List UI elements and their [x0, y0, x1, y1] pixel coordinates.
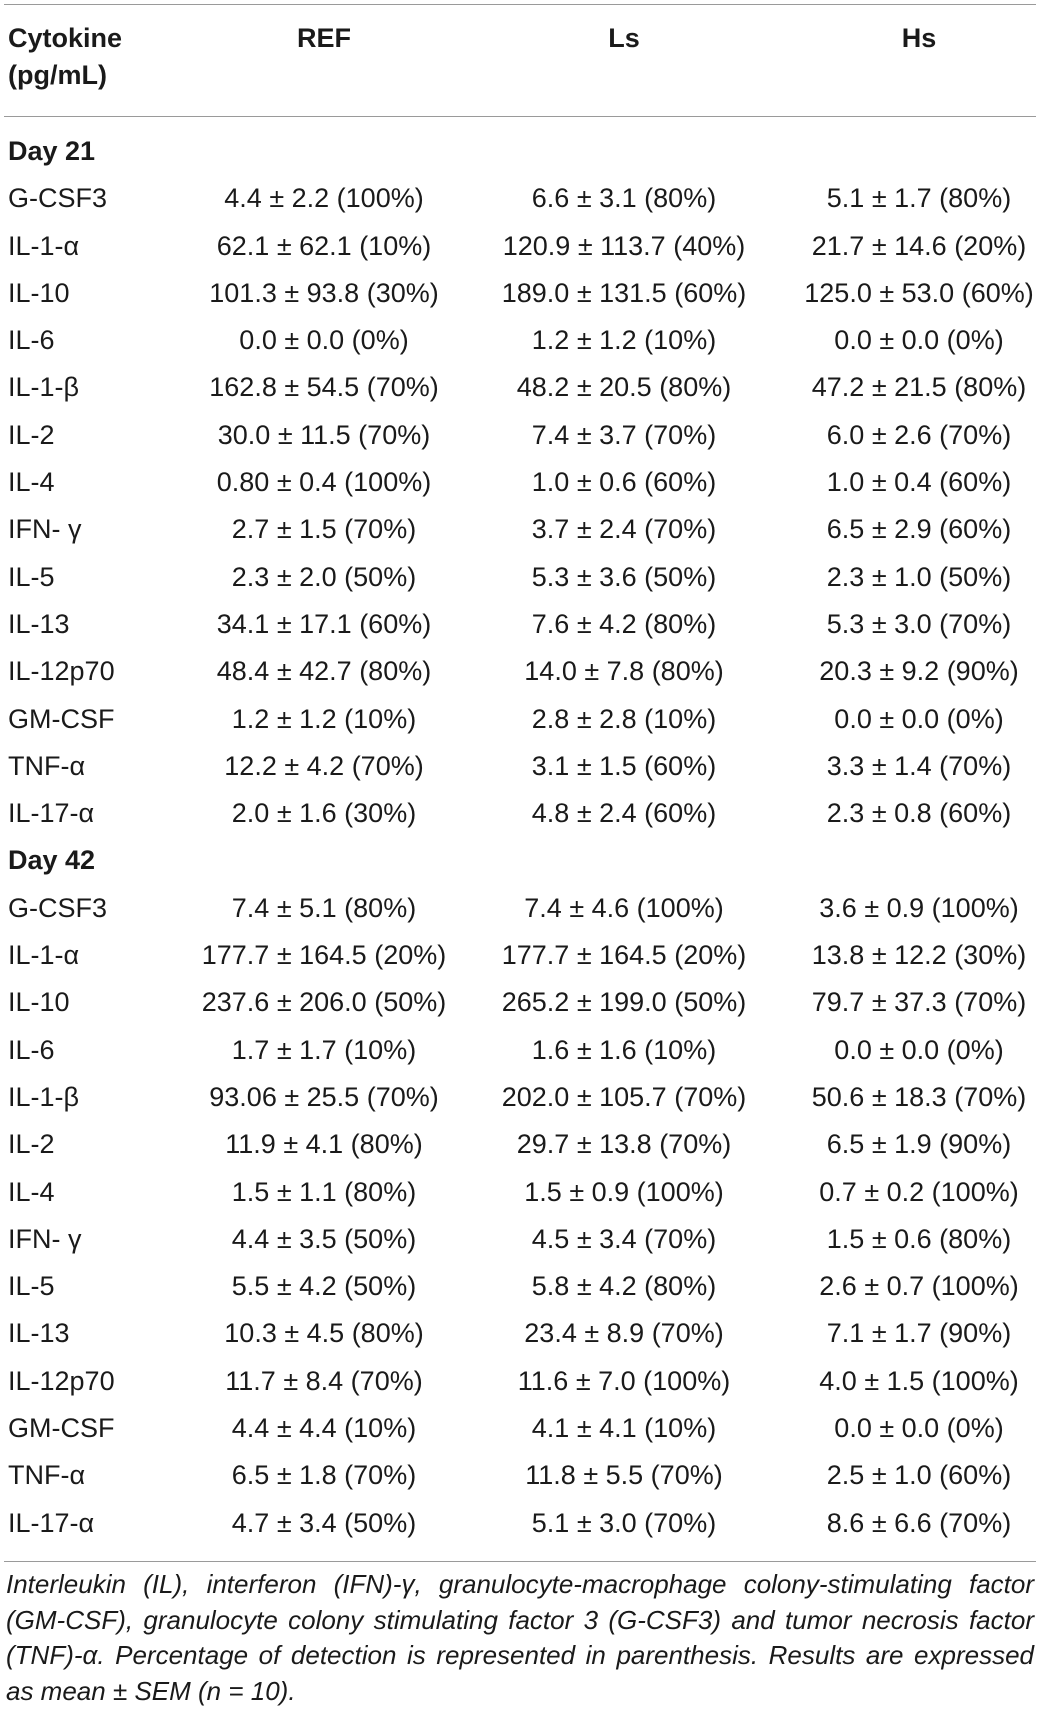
cytokine-name-cell: IL-10: [8, 277, 70, 308]
cytokine-name-cell: IL-13: [8, 608, 70, 639]
hs-value-cell: 2.3 ± 0.8 (60%): [826, 798, 1012, 829]
ref-value-cell: 5.5 ± 4.2 (50%): [231, 1271, 417, 1302]
ls-value-cell: 3.1 ± 1.5 (60%): [531, 750, 717, 781]
table-row: [4, 364, 1036, 411]
hs-value-cell: 20.3 ± 9.2 (90%): [819, 656, 1019, 687]
section-title: Day 21: [8, 136, 96, 166]
hs-value-cell: 5.1 ± 1.7 (80%): [826, 183, 1012, 214]
ref-value-cell: 93.06 ± 25.5 (70%): [209, 1081, 439, 1112]
header-bottom-rule: [4, 116, 1036, 117]
hs-value-cell: 2.5 ± 1.0 (60%): [826, 1460, 1012, 1491]
table-row: [4, 885, 1036, 932]
hs-value-cell: 0.0 ± 0.0 (0%): [834, 1034, 1004, 1065]
ref-value-cell: 1.2 ± 1.2 (10%): [231, 703, 417, 734]
ref-value-cell: 4.7 ± 3.4 (50%): [231, 1507, 417, 1538]
table-row: [4, 979, 1036, 1026]
ls-value-cell: 202.0 ± 105.7 (70%): [501, 1081, 747, 1112]
ls-value-cell: 1.6 ± 1.6 (10%): [531, 1034, 717, 1065]
cytokine-name-cell: IL-2: [8, 419, 55, 450]
table-row: [4, 1074, 1036, 1121]
table-row: [4, 1310, 1036, 1357]
hs-value-cell: 6.5 ± 1.9 (90%): [826, 1129, 1012, 1160]
ls-value-cell: 1.5 ± 0.9 (100%): [524, 1176, 724, 1207]
table-row: [4, 790, 1036, 837]
table-row: [4, 1452, 1036, 1499]
hs-value-cell: 125.0 ± 53.0 (60%): [804, 277, 1034, 308]
ref-value-cell: 6.5 ± 1.8 (70%): [231, 1460, 417, 1491]
header-hs: Hs: [901, 23, 937, 53]
hs-value-cell: 21.7 ± 14.6 (20%): [811, 230, 1027, 261]
ls-value-cell: 4.5 ± 3.4 (70%): [531, 1223, 717, 1254]
ref-value-cell: 237.6 ± 206.0 (50%): [201, 987, 447, 1018]
hs-value-cell: 13.8 ± 12.2 (30%): [811, 940, 1027, 971]
table-row: [4, 1405, 1036, 1452]
cytokine-name-cell: GM-CSF: [8, 703, 115, 734]
table-row: [4, 1500, 1036, 1547]
ref-value-cell: 2.7 ± 1.5 (70%): [231, 514, 417, 545]
header-ls: Ls: [608, 23, 640, 53]
hs-value-cell: 2.3 ± 1.0 (50%): [826, 561, 1012, 592]
table-row: [4, 743, 1036, 790]
ls-value-cell: 189.0 ± 131.5 (60%): [501, 277, 747, 308]
ref-value-cell: 4.4 ± 2.2 (100%): [224, 183, 424, 214]
table-row: [4, 601, 1036, 648]
hs-value-cell: 0.0 ± 0.0 (0%): [834, 1413, 1004, 1444]
cytokine-name-cell: IL-6: [8, 1034, 55, 1065]
cytokine-name-cell: G-CSF3: [8, 183, 108, 214]
section-title: Day 42: [8, 845, 96, 876]
table-row: [4, 648, 1036, 695]
hs-value-cell: 1.0 ± 0.4 (60%): [826, 467, 1012, 498]
hs-value-cell: 6.5 ± 2.9 (60%): [826, 514, 1012, 545]
ls-value-cell: 1.0 ± 0.6 (60%): [531, 467, 717, 498]
table-row: [4, 1358, 1036, 1405]
ls-value-cell: 48.2 ± 20.5 (80%): [516, 372, 732, 403]
ref-value-cell: 11.7 ± 8.4 (70%): [225, 1365, 423, 1396]
cytokine-name-cell: IL-4: [8, 467, 55, 498]
ref-value-cell: 2.3 ± 2.0 (50%): [231, 561, 417, 592]
hs-value-cell: 3.3 ± 1.4 (70%): [826, 750, 1012, 781]
table-row: [4, 459, 1036, 506]
ref-value-cell: 162.8 ± 54.5 (70%): [209, 372, 439, 403]
ls-value-cell: 7.4 ± 4.6 (100%): [524, 892, 724, 923]
section-header-row: [4, 128, 1036, 175]
ref-value-cell: 4.4 ± 3.5 (50%): [231, 1223, 417, 1254]
hs-value-cell: 5.3 ± 3.0 (70%): [826, 608, 1012, 639]
cytokine-name-cell: IL-4: [8, 1176, 55, 1207]
ref-value-cell: 10.3 ± 4.5 (80%): [224, 1318, 424, 1349]
header-cytokine-line1: Cytokine: [8, 23, 123, 53]
table-body: [4, 128, 1036, 1547]
cytokine-name-cell: IL-17-α: [8, 1507, 95, 1538]
ref-value-cell: 4.4 ± 4.4 (10%): [231, 1413, 417, 1444]
cytokine-name-cell: IL-1-β: [8, 1081, 80, 1112]
table-row: [4, 1169, 1036, 1216]
ref-value-cell: 101.3 ± 93.8 (30%): [209, 277, 439, 308]
ref-value-cell: 1.7 ± 1.7 (10%): [231, 1034, 417, 1065]
cytokine-name-cell: IL-10: [8, 987, 70, 1018]
table-row: [4, 554, 1036, 601]
ls-value-cell: 7.4 ± 3.7 (70%): [531, 419, 717, 450]
hs-value-cell: 7.1 ± 1.7 (90%): [826, 1318, 1012, 1349]
ref-value-cell: 62.1 ± 62.1 (10%): [216, 230, 432, 261]
hs-value-cell: 6.0 ± 2.6 (70%): [826, 419, 1012, 450]
hs-value-cell: 1.5 ± 0.6 (80%): [826, 1223, 1012, 1254]
hs-value-cell: 3.6 ± 0.9 (100%): [819, 892, 1019, 923]
ref-value-cell: 7.4 ± 5.1 (80%): [231, 892, 417, 923]
hs-value-cell: 4.0 ± 1.5 (100%): [819, 1365, 1019, 1396]
cytokine-name-cell: IFN- γ: [8, 1223, 82, 1254]
cytokine-name-cell: IL-12p70: [8, 1365, 115, 1396]
table-row: [4, 696, 1036, 743]
table-top-rule: [4, 4, 1036, 5]
cytokine-name-cell: TNF-α: [8, 1460, 86, 1491]
ls-value-cell: 23.4 ± 8.9 (70%): [524, 1318, 724, 1349]
hs-value-cell: 50.6 ± 18.3 (70%): [811, 1081, 1027, 1112]
table-footnote: Interleukin (IL), interferon (IFN)-γ, granulocyte-macrophage colony-stimulating factor (GM-CSF), granulocyte colony stimulating factor 3 (G-CSF3) and tumor necrosis factor (TNF)-α. Percentage of detection is represented in parenthesis. Results are expressed as mean ± SEM (n = 10).: [6, 1569, 1034, 1706]
table-row: [4, 1216, 1036, 1263]
hs-value-cell: 47.2 ± 21.5 (80%): [811, 372, 1027, 403]
hs-value-cell: 0.0 ± 0.0 (0%): [834, 325, 1004, 356]
table-row: [4, 223, 1036, 270]
cytokine-name-cell: IL-5: [8, 1271, 55, 1302]
cytokine-name-cell: IL-2: [8, 1129, 55, 1160]
cytokine-name-cell: IL-17-α: [8, 798, 95, 829]
table-header: [4, 10, 1036, 110]
ls-value-cell: 177.7 ± 164.5 (20%): [501, 940, 747, 971]
cytokine-name-cell: TNF-α: [8, 750, 86, 781]
ls-value-cell: 265.2 ± 199.0 (50%): [501, 987, 747, 1018]
ref-value-cell: 30.0 ± 11.5 (70%): [217, 419, 431, 450]
hs-value-cell: 79.7 ± 37.3 (70%): [811, 987, 1027, 1018]
ref-value-cell: 1.5 ± 1.1 (80%): [231, 1176, 417, 1207]
ls-value-cell: 5.3 ± 3.6 (50%): [531, 561, 717, 592]
cytokine-name-cell: IL-5: [8, 561, 55, 592]
ls-value-cell: 14.0 ± 7.8 (80%): [524, 656, 724, 687]
ls-value-cell: 4.8 ± 2.4 (60%): [531, 798, 717, 829]
table-row: [4, 412, 1036, 459]
section-header-row: [4, 837, 1036, 884]
table-row: [4, 1121, 1036, 1168]
ls-value-cell: 5.8 ± 4.2 (80%): [531, 1271, 717, 1302]
table-row: [4, 1263, 1036, 1310]
header-cytokine-line2: (pg/mL): [8, 60, 107, 90]
ref-value-cell: 48.4 ± 42.7 (80%): [216, 656, 432, 687]
header-ref: REF: [297, 23, 351, 53]
table-row: [4, 175, 1036, 222]
ls-value-cell: 1.2 ± 1.2 (10%): [531, 325, 717, 356]
cytokine-name-cell: GM-CSF: [8, 1413, 115, 1444]
hs-value-cell: 8.6 ± 6.6 (70%): [826, 1507, 1012, 1538]
ref-value-cell: 0.0 ± 0.0 (0%): [239, 325, 409, 356]
cytokine-name-cell: IL-1-α: [8, 230, 80, 261]
header-cytokine: [8, 20, 122, 94]
table-row: [4, 317, 1036, 364]
ls-value-cell: 11.6 ± 7.0 (100%): [517, 1365, 731, 1396]
ref-value-cell: 34.1 ± 17.1 (60%): [216, 608, 432, 639]
cytokine-name-cell: IL-1-β: [8, 372, 80, 403]
hs-value-cell: 0.0 ± 0.0 (0%): [834, 703, 1004, 734]
ref-value-cell: 0.80 ± 0.4 (100%): [216, 467, 432, 498]
cytokine-name-cell: IL-1-α: [8, 940, 80, 971]
cytokine-name-cell: G-CSF3: [8, 892, 108, 923]
ref-value-cell: 12.2 ± 4.2 (70%): [224, 750, 424, 781]
table-row: [4, 270, 1036, 317]
table-row: [4, 932, 1036, 979]
ls-value-cell: 29.7 ± 13.8 (70%): [516, 1129, 732, 1160]
ls-value-cell: 3.7 ± 2.4 (70%): [531, 514, 717, 545]
cytokine-name-cell: IFN- γ: [8, 514, 82, 545]
ref-value-cell: 11.9 ± 4.1 (80%): [225, 1129, 423, 1160]
ls-value-cell: 120.9 ± 113.7 (40%): [502, 230, 746, 261]
table-row: [4, 506, 1036, 553]
ls-value-cell: 2.8 ± 2.8 (10%): [531, 703, 717, 734]
cytokine-name-cell: IL-12p70: [8, 656, 115, 687]
cytokine-name-cell: IL-6: [8, 325, 55, 356]
hs-value-cell: 0.7 ± 0.2 (100%): [819, 1176, 1019, 1207]
ref-value-cell: 177.7 ± 164.5 (20%): [201, 940, 447, 971]
table-row: [4, 1027, 1036, 1074]
ls-value-cell: 11.8 ± 5.5 (70%): [525, 1460, 723, 1491]
ls-value-cell: 7.6 ± 4.2 (80%): [531, 608, 717, 639]
ls-value-cell: 5.1 ± 3.0 (70%): [531, 1507, 717, 1538]
cytokine-name-cell: IL-13: [8, 1318, 70, 1349]
ls-value-cell: 4.1 ± 4.1 (10%): [531, 1413, 717, 1444]
hs-value-cell: 2.6 ± 0.7 (100%): [819, 1271, 1019, 1302]
table-bottom-rule: [4, 1561, 1036, 1562]
ref-value-cell: 2.0 ± 1.6 (30%): [231, 798, 417, 829]
ls-value-cell: 6.6 ± 3.1 (80%): [531, 183, 717, 214]
